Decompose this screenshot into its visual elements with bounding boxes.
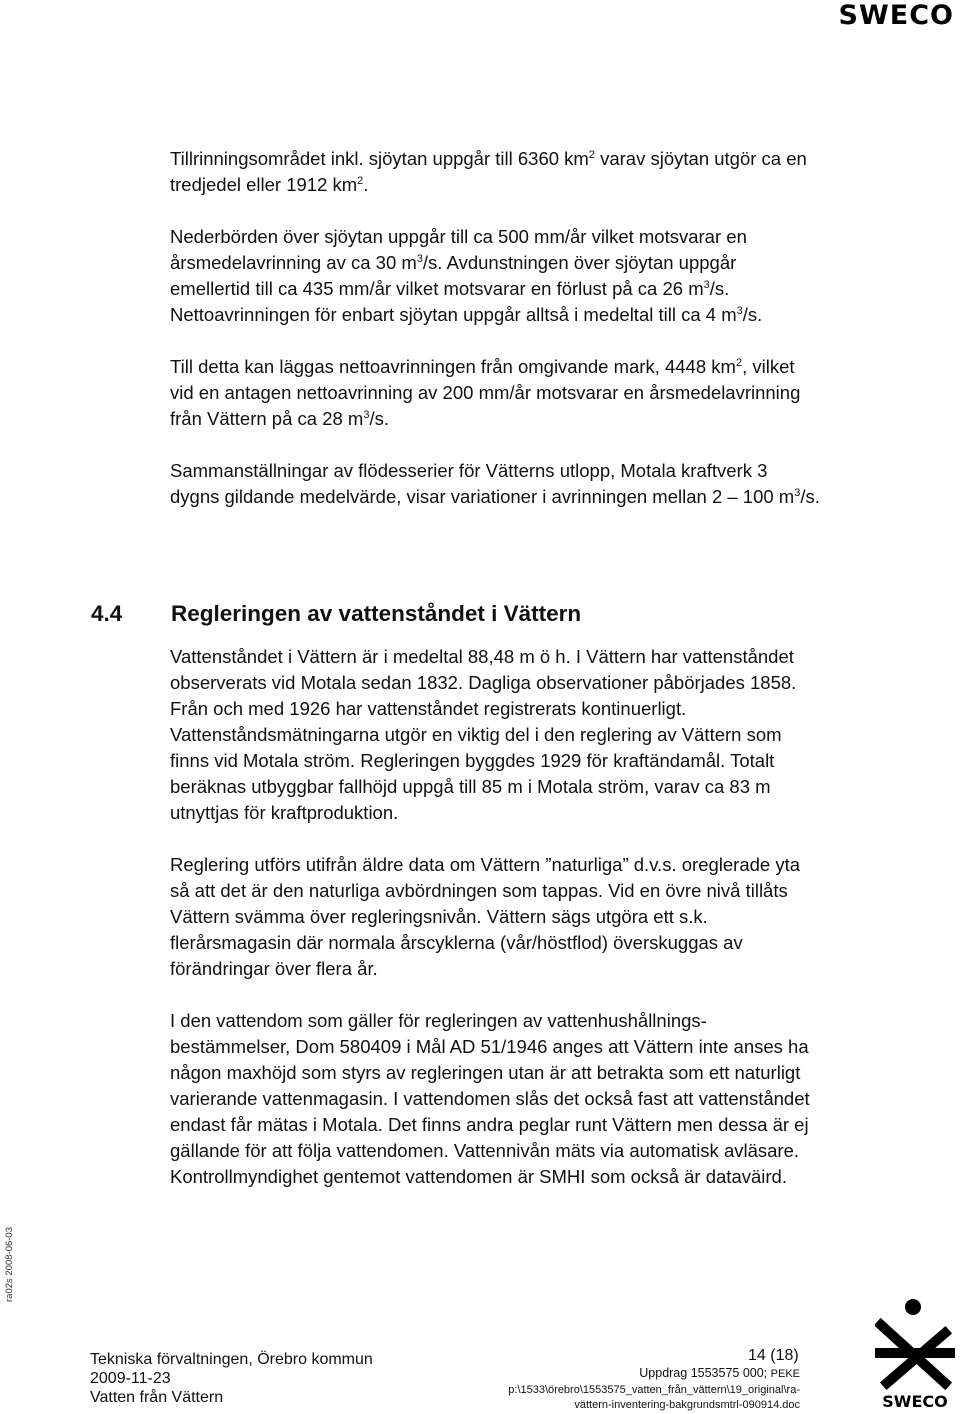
logo-figure-icon — [877, 1325, 953, 1383]
paragraph-net-runoff: Till detta kan läggas nettoavrinningen från omgivande mark, 4448 $km^2$, vilket vid en antagen nettoavrinning av 200 mm/år motsvarar en årsmedelavrinning från Vättern på ca 28 $m^3/s$. — [170, 356, 801, 429]
section-heading — [91, 601, 581, 627]
footer-organization: Tekniska förvaltningen, Örebro kommun — [90, 1351, 373, 1368]
paragraph-flow-series: Sammanställningar av flödesserier för Vätterns utlopp, Motala kraftverk 3 dygns gildande medelvärde, visar variationer i avrinningen mellan 2 – 100 $m^3/s$. — [170, 460, 820, 507]
logo-wordmark: SWECO — [882, 1392, 948, 1410]
paragraph-water-level: Vattenståndet i Vättern är i medeltal 88,48 m ö h. I Vättern har vattenståndet observerats vid Motala sedan 1832. Dagliga observationer påbörjades 1858. Från och med 1926 har vattenståndet registrerats kontinuerligt. Vattenståndsmätningarna utgör en viktig del i den reglering av Vättern som finns vid Motala ström. Regleringen byggdes 1929 för kraftändamål. Totalt beräknas utbyggbar fallhöjd uppgå till 85 m i Motala ström, varav ca 83 m utnyttjas för kraftproduktion. — [170, 646, 797, 823]
paragraph-regulation: Reglering utförs utifrån äldre data om Vättern ”naturliga” d.v.s. oreglerade yta så att det är den naturliga avbördningen som tappas. Vid en övre nivå tillåts Vättern svämma över regleringsnivån. Vättern sägs utgöra ett s.k. flerårsmagasin där normala årscyklerna (vår/höstflod) överskuggas av förändringar över flera år. — [170, 854, 801, 979]
footer-date: 2009-11-23 — [90, 1370, 171, 1387]
footer-author: PEKE — [770, 1368, 800, 1380]
footer-assignment: Uppdrag 1553575 000; PEKE — [639, 1366, 800, 1380]
sweco-logo-footer — [875, 1295, 955, 1410]
footer-right — [508, 1366, 800, 1414]
logo-dot-icon — [905, 1299, 921, 1315]
footer-path-line1: p:\1533\örebro\1553575_vatten_från_vättern\19_original\ra- — [508, 1383, 800, 1396]
page-number: 14 (18) — [748, 1347, 799, 1364]
section-number: 4.4 — [91, 601, 123, 626]
section-title: Regleringen av vattenståndet i Vättern — [171, 601, 582, 626]
footer-path-line2: vättern-inventering-bakgrundsmtrl-090914.doc — [574, 1399, 800, 1411]
document-body-top — [170, 146, 820, 536]
sweco-logo-header: SWECO — [838, 0, 954, 31]
footer-document-title: Vatten från Vättern — [90, 1389, 224, 1406]
paragraph-water-court: I den vattendom som gäller för regleringen av vattenhushållnings-bestämmelser, Dom 580409 i Mål AD 51/1946 anges att Vättern inte anses ha någon maxhöjd som styrs av regleringen utan är att betrakta som ett naturligt varierande vattenmagasin. I vattendomen slås det också fast att vattenståndet endast får mätas i Motala. Det finns andra peglar runt Vättern men dessa är ej gällande för att följa vattendomen. Vattennivån mäts via automatisk avläsare. Kontrollmyndighet gentemot vattendomen är SMHI som också är dataväird. — [170, 1010, 810, 1187]
document-body-section — [170, 644, 820, 1216]
template-code: ra02s 2008-06-03 — [4, 1227, 15, 1302]
paragraph-catchment: Tillrinningsområdet inkl. sjöytan uppgår till 6360 $km^2$ varav sjöytan utgör ca en tredjedel eller 1912 $km^2$. — [170, 148, 807, 195]
paragraph-precipitation: Nederbörden över sjöytan uppgår till ca 500 mm/år vilket motsvarar en årsmedelavrinning av ca 30 $m^3/s$. Avdunstningen över sjöytan uppgår emellertid till ca 435 mm/år vilket motsvarar en förlust på ca 26 $m^3/s$. Nettoavrinningen för enbart sjöytan uppgår alltså i medeltal till ca 4 $m^3/s$. — [170, 226, 763, 325]
footer-left — [90, 1350, 373, 1407]
